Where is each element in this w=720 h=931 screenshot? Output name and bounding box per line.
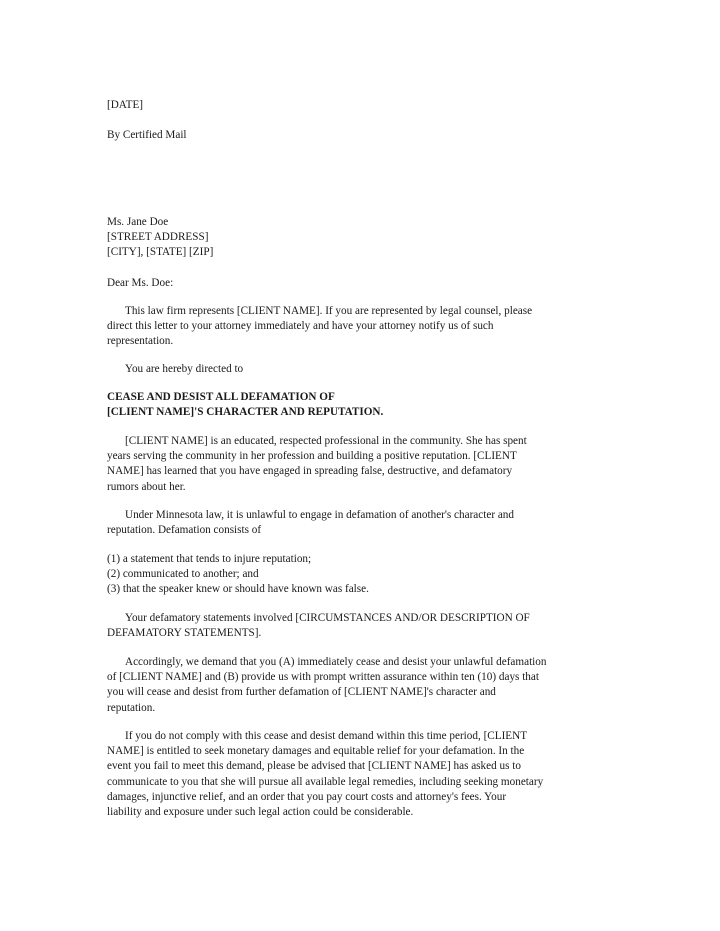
paragraph-statements <box>107 611 607 641</box>
list-item: (3) that the speaker knew or should have known was false. <box>107 583 369 596</box>
date-text: [DATE] <box>107 99 144 111</box>
paragraph-line: If you do not comply with this cease and desist demand within this time period, [CLIENT <box>125 730 528 742</box>
demand-heading <box>107 390 607 420</box>
salutation-text: Dear Ms. Doe: <box>107 277 174 289</box>
paragraph-line: Under Minnesota law, it is unlawful to engage in defamation of another's character and <box>125 509 514 521</box>
salutation <box>107 276 607 291</box>
heading-line: CEASE AND DESIST ALL DEFAMATION OF <box>107 391 335 403</box>
paragraph-demand <box>107 655 607 716</box>
paragraph-client-background <box>107 434 607 495</box>
paragraph-representation <box>107 304 607 350</box>
paragraph-line: event you fail to meet this demand, please be advised that [CLIENT NAME] has asked us to <box>107 760 521 773</box>
defamation-elements-list <box>107 552 607 598</box>
paragraph-line: direct this letter to your attorney immediately and have your attorney notify us of such <box>107 320 494 333</box>
paragraph-line: You are hereby directed to <box>125 363 244 375</box>
paragraph-line: communicate to you that she will pursue all available legal remedies, including seeking monetary <box>107 775 544 788</box>
addressee-street: [STREET ADDRESS] <box>107 231 209 244</box>
paragraph-line: NAME] is entitled to seek monetary damages and equitable relief for your defamation. In the <box>107 745 525 758</box>
list-item: (1) a statement that tends to injure reputation; <box>107 553 312 565</box>
list-item: (2) communicated to another; and <box>107 568 259 581</box>
paragraph-line: damages, injunctive relief, and an order that you pay court costs and attorney's fees. Your <box>107 790 507 803</box>
addressee-city-state-zip: [CITY], [STATE] [ZIP] <box>107 246 214 259</box>
paragraph-line: DEFAMATORY STATEMENTS]. <box>107 627 262 640</box>
paragraph-line: Your defamatory statements involved [CIRCUMSTANCES AND/OR DESCRIPTION OF <box>125 612 530 624</box>
paragraph-consequences <box>107 729 607 820</box>
delivery-method <box>107 128 607 143</box>
delivery-method-text: By Certified Mail <box>107 129 187 141</box>
paragraph-line: years serving the community in her profession and building a positive reputation. [CLIENT <box>107 450 517 463</box>
paragraph-line: This law firm represents [CLIENT NAME]. If you are represented by legal counsel, please <box>125 305 533 317</box>
paragraph-line: reputation. <box>107 701 156 714</box>
addressee-block <box>107 215 607 261</box>
paragraph-line: [CLIENT NAME] is an educated, respected professional in the community. She has spent <box>125 435 527 447</box>
paragraph-line: representation. <box>107 335 174 348</box>
paragraph-line: of [CLIENT NAME] and (B) provide us with prompt written assurance within ten (10) days that <box>107 671 539 684</box>
paragraph-directive <box>107 362 607 377</box>
paragraph-line: Accordingly, we demand that you (A) immediately cease and desist your unlawful defamation <box>125 656 547 668</box>
heading-line: [CLIENT NAME]'S CHARACTER AND REPUTATION. <box>107 406 384 419</box>
paragraph-line: reputation. Defamation consists of <box>107 524 262 537</box>
paragraph-line: NAME] has learned that you have engaged in spreading false, destructive, and defamatory <box>107 465 513 478</box>
paragraph-line: liability and exposure under such legal action could be considerable. <box>107 806 414 819</box>
paragraph-law <box>107 508 607 538</box>
letter-date <box>107 98 607 113</box>
paragraph-line: rumors about her. <box>107 480 186 493</box>
addressee-name: Ms. Jane Doe <box>107 216 169 228</box>
paragraph-line: you will cease and desist from further defamation of [CLIENT NAME]'s character and <box>107 686 496 699</box>
